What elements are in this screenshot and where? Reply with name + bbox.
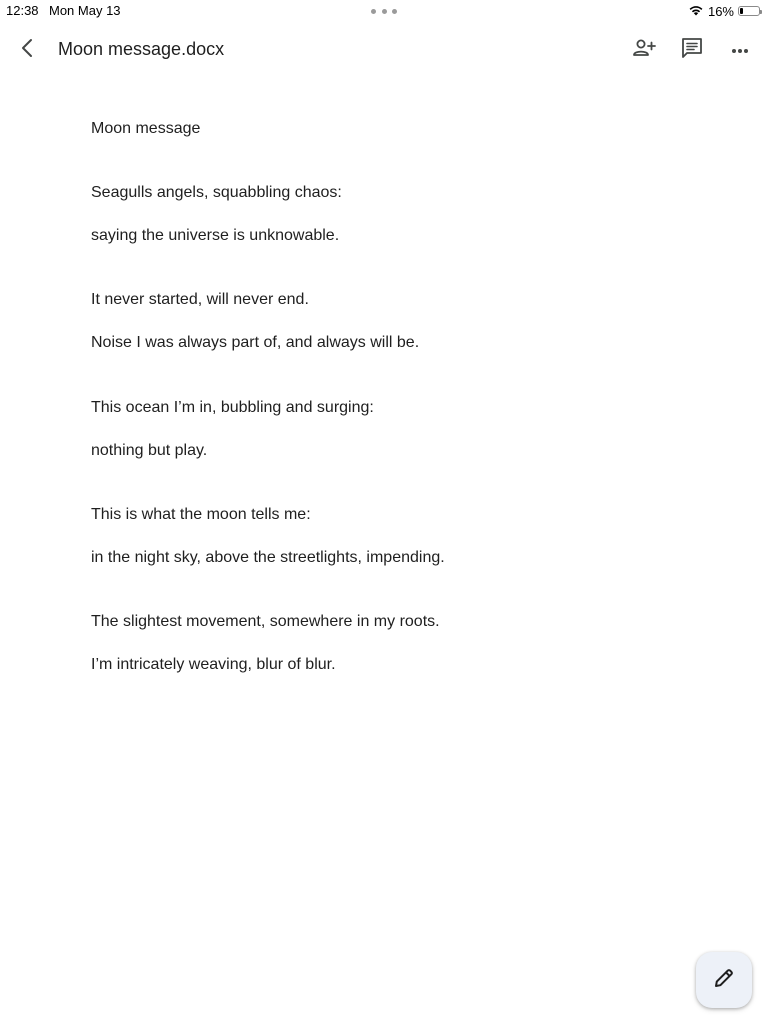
document-body[interactable] bbox=[91, 118, 691, 676]
share-button[interactable] bbox=[628, 36, 660, 64]
person-add-icon bbox=[632, 38, 656, 63]
comments-button[interactable] bbox=[676, 36, 708, 64]
document-line: Noise I was always part of, and always will be. bbox=[91, 334, 420, 351]
battery-icon bbox=[738, 6, 760, 16]
document-line: nothing but play. bbox=[91, 442, 208, 459]
multitasking-dots-icon[interactable] bbox=[371, 4, 397, 18]
comment-icon bbox=[681, 37, 703, 64]
wifi-icon bbox=[688, 4, 704, 19]
document-line: This ocean I’m in, bubbling and surging: bbox=[91, 399, 374, 416]
more-horizontal-icon bbox=[731, 41, 749, 59]
document-line: I’m intricately weaving, blur of blur. bbox=[91, 656, 336, 673]
status-bar bbox=[0, 0, 768, 22]
app-bar bbox=[0, 28, 768, 72]
document-line: It never started, will never end. bbox=[91, 291, 309, 308]
status-indicators bbox=[688, 2, 760, 20]
document-line: Seagulls angels, squabbling chaos: bbox=[91, 184, 342, 201]
back-button[interactable] bbox=[12, 36, 42, 64]
more-options-button[interactable] bbox=[724, 36, 756, 64]
pencil-icon bbox=[712, 966, 736, 995]
status-time: 12:38 bbox=[6, 3, 39, 18]
battery-percentage: 16% bbox=[707, 3, 734, 19]
document-line: in the night sky, above the streetlights, impending. bbox=[91, 549, 445, 566]
document-heading: Moon message bbox=[91, 120, 201, 137]
document-line: saying the universe is unknowable. bbox=[91, 227, 340, 244]
document-title: Moon message.docx bbox=[58, 39, 225, 59]
chevron-left-icon bbox=[21, 38, 33, 63]
document-line: This is what the moon tells me: bbox=[91, 506, 311, 523]
document-line: The slightest movement, somewhere in my roots. bbox=[91, 613, 440, 630]
status-date: Mon May 13 bbox=[49, 3, 121, 18]
edit-button[interactable] bbox=[696, 952, 752, 1008]
